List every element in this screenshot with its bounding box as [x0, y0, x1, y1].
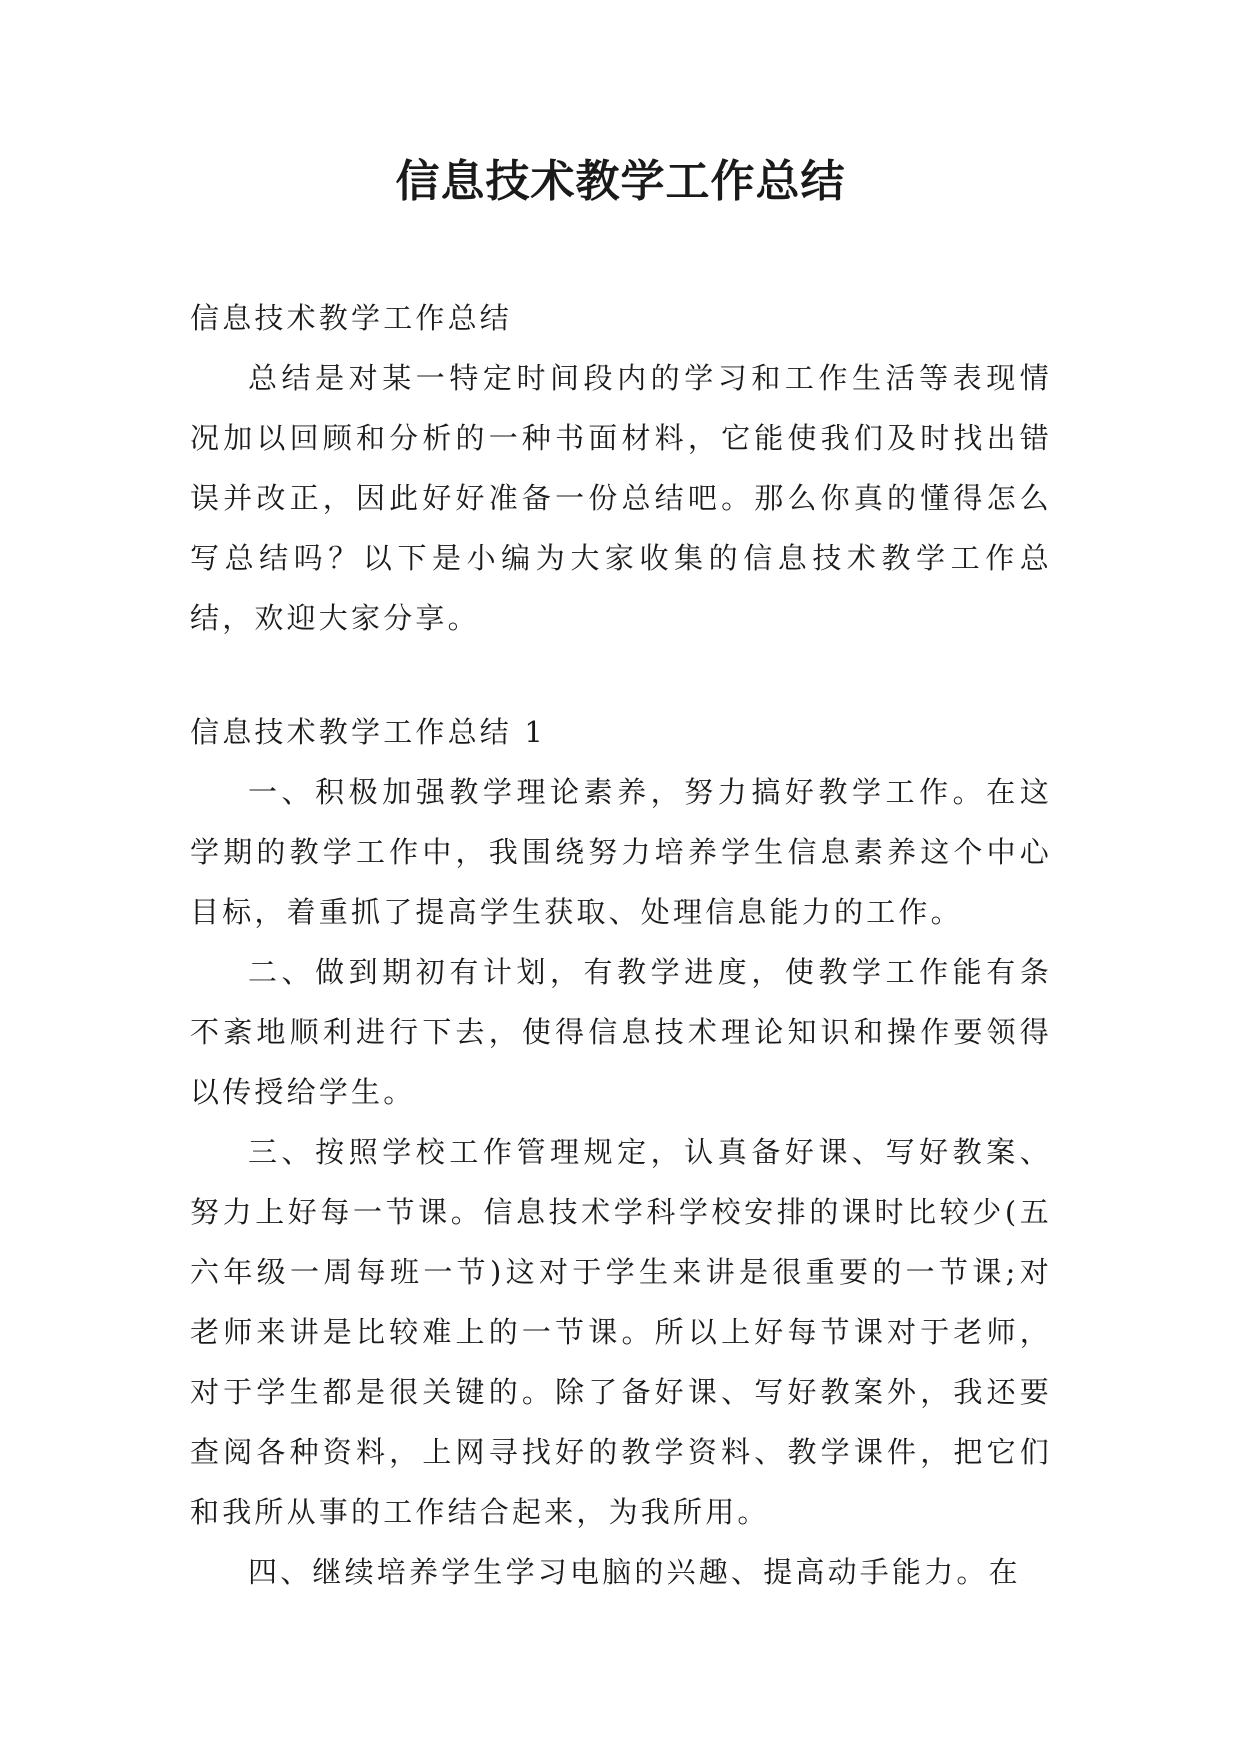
paragraph-3: 三、按照学校工作管理规定，认真备好课、写好教案、努力上好每一节课。信息技术学科学校安排的课时比较少(五六年级一周每班一节)这对于学生来讲是很重要的一节课;对老师来讲是比较难上的一节课。所以上好每节课对于老师，对于学生都是很关键的。除了备好课、写好教案外，我还要查阅各种资料，上网寻找好的教学资料、教学课件，把它们和我所从事的工作结合起来，为我所用。: [190, 1135, 1052, 1529]
section-heading: 信息技术教学工作总结 1: [190, 715, 547, 749]
paragraph-1: 一、积极加强教学理论素养，努力搞好教学工作。在这学期的教学工作中，我围绕努力培养学生信息素养这个中心目标，着重抓了提高学生获取、处理信息能力的工作。: [190, 775, 1052, 929]
document-body: [190, 288, 1052, 1602]
intro-paragraph: 总结是对某一特定时间段内的学习和工作生活等表现情况加以回顾和分析的一种书面材料，它能使我们及时找出错误并改正，因此好好准备一份总结吧。那么你真的懂得怎么写总结吗？以下是小编为大家收集的信息技术教学工作总结，欢迎大家分享。: [190, 361, 1052, 635]
document-title: 信息技术教学工作总结: [395, 156, 846, 207]
paragraph-2: 二、做到期初有计划，有教学进度，使教学工作能有条不紊地顺利进行下去，使得信息技术理论知识和操作要领得以传授给学生。: [190, 955, 1052, 1109]
paragraph-4: 四、继续培养学生学习电脑的兴趣、提高动手能力。在: [248, 1555, 1021, 1589]
intro-heading: 信息技术教学工作总结: [190, 301, 513, 335]
